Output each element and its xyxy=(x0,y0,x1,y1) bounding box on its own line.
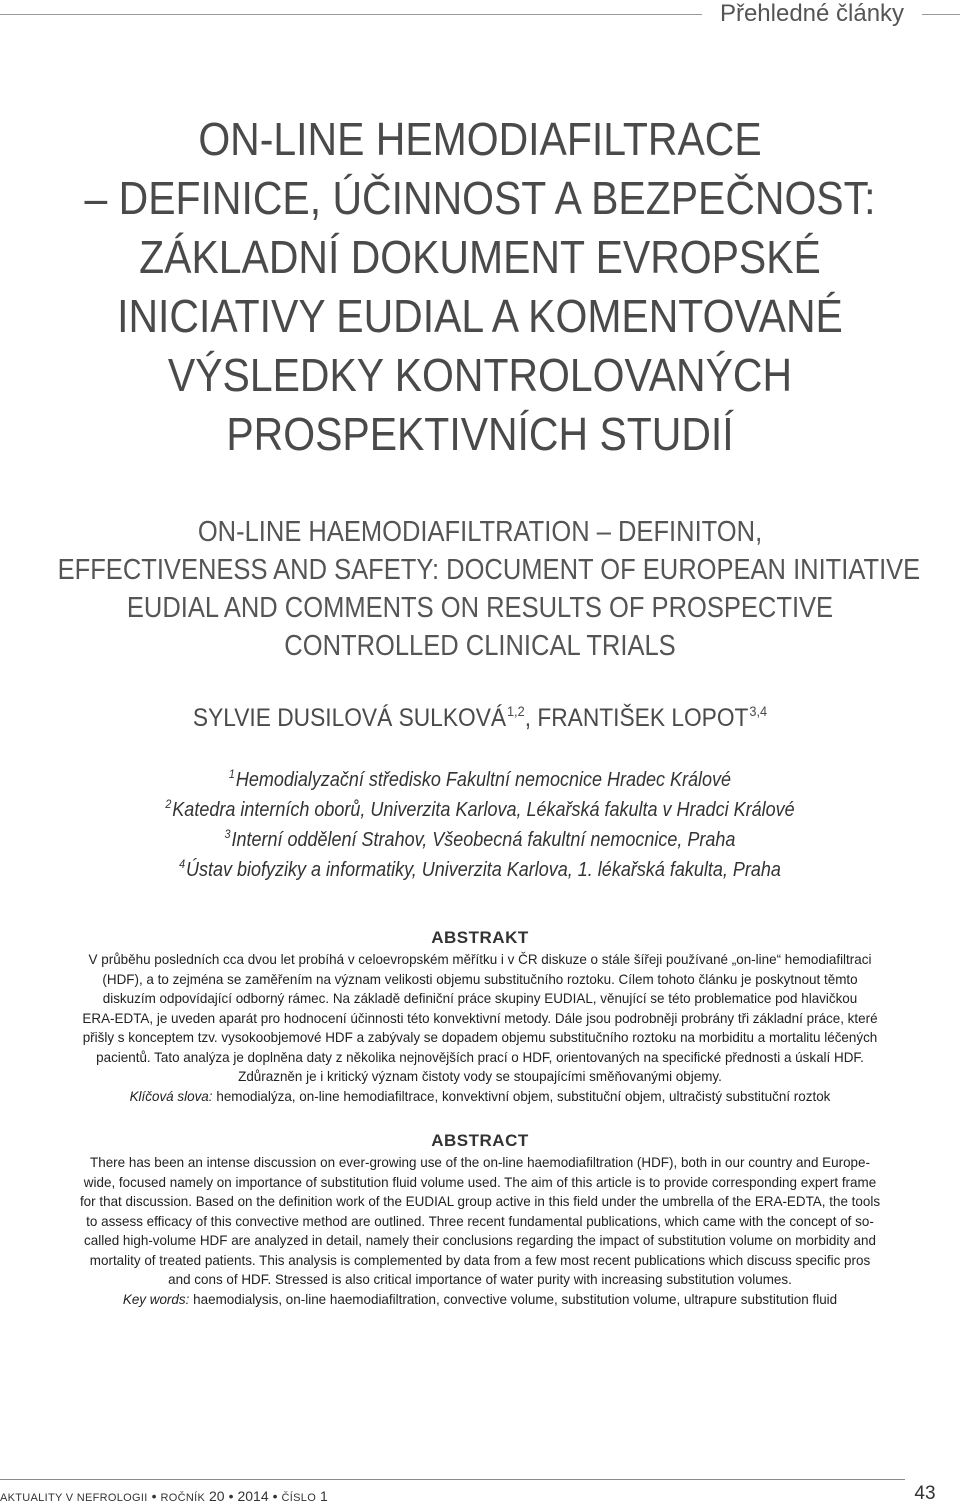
page-number: 43 xyxy=(914,1483,936,1504)
issue-number: 1 xyxy=(319,1488,328,1504)
volume-label: ROČNÍK xyxy=(160,1492,206,1504)
affiliation xyxy=(48,766,912,796)
abstract-line: (HDF), a to zejména se zaměřením na význam velikosti objemu substitučního roztoku. Cílem tohoto článku je poskytnout těmto xyxy=(102,970,858,987)
affiliation-list xyxy=(0,766,960,886)
footer-rule xyxy=(0,1479,905,1480)
abstract-body xyxy=(0,1153,960,1309)
keywords-label: Key words: xyxy=(122,1290,190,1307)
title-line: PROSPEKTIVNÍCH STUDIÍ xyxy=(226,408,734,460)
journal-footer xyxy=(0,1487,328,1505)
abstract-heading: ABSTRACT xyxy=(431,1131,529,1150)
title-line: EFFECTIVENESS AND SAFETY: DOCUMENT OF EUROPEAN INITIATIVE xyxy=(57,554,921,586)
journal-name: AKTUALITY V NEFROLOGII xyxy=(0,1492,148,1504)
footer-separator: • xyxy=(151,1488,157,1504)
abstract-line: V průběhu posledních cca dvou let probíhá v celoevropském měřítku i v ČR diskuze o stále šířeji používané „on-line“ hemodiafiltraci xyxy=(88,951,872,967)
section-label: Přehledné články xyxy=(719,0,905,27)
abstract-line: and cons of HDF. Stressed is also critical importance of water purity with increasing substitution volumes. xyxy=(168,1271,792,1287)
issue-label: ČÍSLO xyxy=(281,1492,317,1504)
abstrakt-heading: ABSTRAKT xyxy=(431,928,529,947)
title-line: ON-LINE HAEMODIAFILTRATION – DEFINITON, xyxy=(197,516,763,548)
author-affiliation-ref: 3,4 xyxy=(749,703,768,719)
affiliation-number: 2 xyxy=(165,797,172,811)
abstrakt-body xyxy=(0,950,960,1106)
author-name: SYLVIE DUSILOVÁ SULKOVÁ xyxy=(192,704,507,732)
abstract-line: mortality of treated patients. This analysis is complemented by data from a few most recent publications which discuss specific pros xyxy=(89,1251,871,1268)
abstract-line: There has been an intense discussion on ever-growing use of the on-line haemodiafiltration (HDF), both in our country and Europe- xyxy=(90,1154,870,1170)
abstract-line: pacientů. Tato analýza je doplněna daty z několika nejnovějších prací o HDF, orientovaných na specifické přednosti a úskalí HDF. xyxy=(96,1048,864,1065)
title-line: EUDIAL AND COMMENTS ON RESULTS OF PROSPECTIVE xyxy=(126,592,834,624)
abstract-line: for that discussion. Based on the definition work of the EUDIAL group active in this field under the umbrella of the ERA-EDTA, the tools xyxy=(79,1193,881,1209)
author-affiliation-ref: 1,2 xyxy=(506,703,525,719)
keywords-line xyxy=(19,1087,941,1107)
affiliation-text: Interní oddělení Strahov, Všeobecná fakultní nemocnice, Praha xyxy=(231,829,736,851)
affiliation xyxy=(48,856,912,886)
keywords-text: haemodialysis, on-line haemodiafiltration, convective volume, substitution volume, ultrapure substitution fluid xyxy=(193,1290,838,1307)
footer-separator: • xyxy=(228,1488,234,1504)
title-line: CONTROLLED CLINICAL TRIALS xyxy=(284,630,676,662)
affiliation-text: Katedra interních oborů, Univerzita Karlova, Lékařská fakulta v Hradci Králové xyxy=(172,799,795,821)
affiliation-number: 3 xyxy=(224,827,231,841)
header-rule-left xyxy=(0,14,702,15)
abstract-line: wide, focused namely on importance of substitution fluid volume used. The aim of this article is to provide corresponding expert frame xyxy=(83,1173,877,1190)
title-line: – DEFINICE, ÚČINNOST A BEZPEČNOST: xyxy=(84,172,876,224)
abstract-line: diskuzím odpovídající odborný rámec. Na základě definiční práce skupiny EUDIAL, věnující se této problematice pod hlavičkou xyxy=(102,990,858,1006)
title-line: ON-LINE HEMODIAFILTRACE xyxy=(198,113,762,165)
affiliation xyxy=(48,796,912,826)
abstract-line: called high-volume HDF are analyzed in detail, namely their conclusions regarding the impact of substitution volume on morbidity and xyxy=(84,1232,876,1248)
header-rule-right xyxy=(922,14,960,15)
abstract-line: ERA-EDTA, je uveden aparát pro hodnocení účinnosti této konvektivní metody. Dále jsou podrobněji probrány tři základní práce, které xyxy=(82,1009,878,1026)
year: 2014 xyxy=(237,1488,269,1504)
keywords-line xyxy=(19,1290,941,1310)
footer-separator: • xyxy=(272,1488,278,1504)
article-title-english xyxy=(0,513,960,665)
title-line: ZÁKLADNÍ DOKUMENT EVROPSKÉ xyxy=(139,231,821,283)
abstract-line: přišly s konceptem tzv. vysokoobjemové HDF a zabývaly se dopadem objemu substitučního roztoku na morbiditu a mortalitu léčených xyxy=(82,1029,878,1045)
title-line: INICIATIVY EUDIAL A KOMENTOVANÉ xyxy=(117,290,843,342)
volume-number: 20 xyxy=(209,1488,225,1504)
affiliation-text: Ústav biofyziky a informatiky, Univerzita Karlova, 1. lékařská fakulta, Praha xyxy=(186,859,781,881)
affiliation-number: 4 xyxy=(179,857,186,871)
article-title-czech xyxy=(0,110,960,464)
keywords-label: Klíčová slova: xyxy=(129,1087,213,1104)
title-line: VÝSLEDKY KONTROLOVANÝCH xyxy=(167,349,793,401)
affiliation-number: 1 xyxy=(228,767,235,781)
keywords-text: hemodialýza, on-line hemodiafiltrace, konvektivní objem, substituční objem, ultračistý substituční roztok xyxy=(216,1087,831,1104)
abstract-line: to assess efficacy of this convective method are outlined. Three recent fundamental publications, which came with the concept of so- xyxy=(86,1212,874,1229)
author-name: FRANTIŠEK LOPOT xyxy=(537,704,749,732)
abstract-line: Zdůrazněn je i kritický význam čistoty vody se stoupajícími směňovanými objemy. xyxy=(238,1068,722,1084)
affiliation xyxy=(48,826,912,856)
affiliation-text: Hemodialyzační středisko Fakultní nemocnice Hradec Králové xyxy=(235,769,732,791)
author-separator: , xyxy=(524,704,532,732)
author-list xyxy=(43,702,917,737)
